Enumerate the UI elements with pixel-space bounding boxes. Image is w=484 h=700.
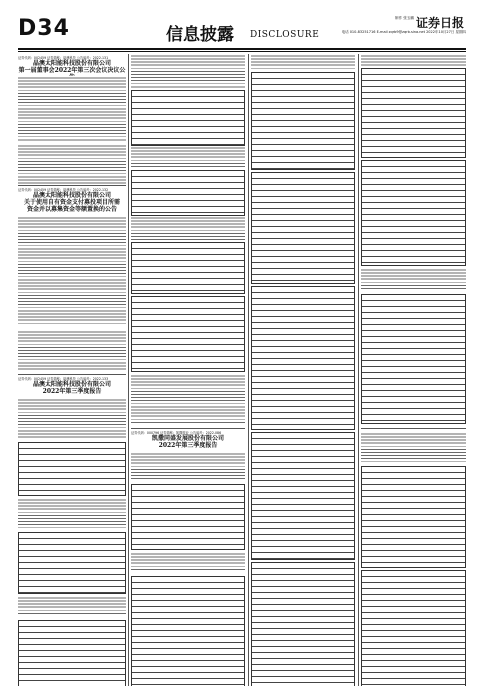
headline-line: 关于使用自有资金支付募投项目所需 — [23, 199, 120, 206]
data-table — [131, 296, 245, 372]
article-body — [361, 268, 466, 290]
column-2 — [131, 54, 245, 686]
column-4 — [361, 54, 466, 686]
article-body — [361, 432, 466, 462]
article-divider — [18, 185, 126, 186]
article-code-line: 证券代码：002459 证券简称：晶澳科技 公告编号：2022-131 — [18, 56, 109, 60]
data-table — [251, 172, 355, 284]
headline-line: 2022年第三季度报告 — [158, 442, 218, 449]
masthead-rule — [18, 48, 466, 50]
article-body — [18, 398, 126, 438]
masthead — [18, 8, 466, 48]
data-table — [131, 576, 245, 686]
contact-line: 电话 010-83251716 E-mail zqrb9@zqrb.sina.net 2022年10月27日 星期四 — [341, 30, 466, 34]
article-body — [131, 374, 245, 424]
article-body — [18, 330, 126, 370]
article-body — [18, 498, 126, 528]
article-headline — [18, 192, 126, 213]
data-table — [131, 484, 245, 550]
data-table — [251, 72, 355, 170]
page-number: D34 — [18, 16, 70, 41]
article-body — [18, 216, 126, 326]
headline-line: 晶澳太阳能科技股份有限公司 — [32, 192, 111, 199]
data-table — [361, 160, 466, 266]
data-table — [18, 532, 126, 594]
masthead-rule-thin — [18, 51, 466, 52]
data-table — [131, 90, 245, 146]
article-body — [18, 76, 126, 142]
article-body — [131, 146, 245, 168]
article-headline — [18, 381, 126, 395]
section-title-en: DISCLOSURE — [250, 30, 320, 40]
data-table — [251, 432, 355, 560]
column-divider — [248, 54, 249, 686]
data-table — [361, 466, 466, 568]
article-divider — [361, 428, 466, 429]
article-headline — [131, 435, 245, 449]
article-body — [18, 144, 126, 184]
editors-line: 制作 张玉鹏 — [394, 16, 414, 20]
article-body — [361, 54, 466, 66]
article-body — [131, 216, 245, 240]
data-table — [131, 170, 245, 216]
headline-line: 晶澳太阳能科技股份有限公司 — [32, 381, 111, 388]
headline-line: 第一届董事会2022年第三次会议决议公 — [18, 67, 126, 74]
article-body — [131, 54, 245, 88]
article-body — [251, 54, 355, 70]
article-code-line: 证券代码：002459 证券简称：晶澳科技 公告编号：2022-132 — [18, 188, 109, 192]
article-code-line: 证券代码：000796 证券简称：凯撒旅业 公告编号：2022-086 — [131, 431, 222, 435]
article-body — [18, 596, 126, 616]
data-table — [251, 286, 355, 430]
headline-line: 2022年第三季度报告 — [42, 388, 102, 395]
data-table — [131, 242, 245, 294]
column-3 — [251, 54, 355, 686]
article-body — [131, 552, 245, 572]
article-body — [131, 452, 245, 480]
column-1 — [18, 54, 126, 686]
headline-line: 资金并以募集资金等额置换的公告 — [26, 206, 117, 213]
article-divider — [131, 428, 245, 429]
headline-line: 晶澳太阳能科技股份有限公司 — [32, 60, 111, 67]
headline-line: 凯撒同盛发展股份有限公司 — [151, 435, 224, 442]
data-table — [361, 294, 466, 424]
article-code-line: 证券代码：002459 证券简称：晶澳科技 公告编号：2022-133 — [18, 377, 109, 381]
column-divider — [128, 54, 129, 686]
data-table — [361, 68, 466, 158]
data-table — [361, 570, 466, 686]
data-table — [18, 442, 126, 496]
data-table — [18, 620, 126, 686]
article-divider — [18, 374, 126, 375]
newspaper-logo: 证券日报 — [415, 16, 464, 30]
section-title: 信息披露 — [166, 25, 234, 45]
column-divider — [358, 54, 359, 686]
data-table — [251, 562, 355, 686]
